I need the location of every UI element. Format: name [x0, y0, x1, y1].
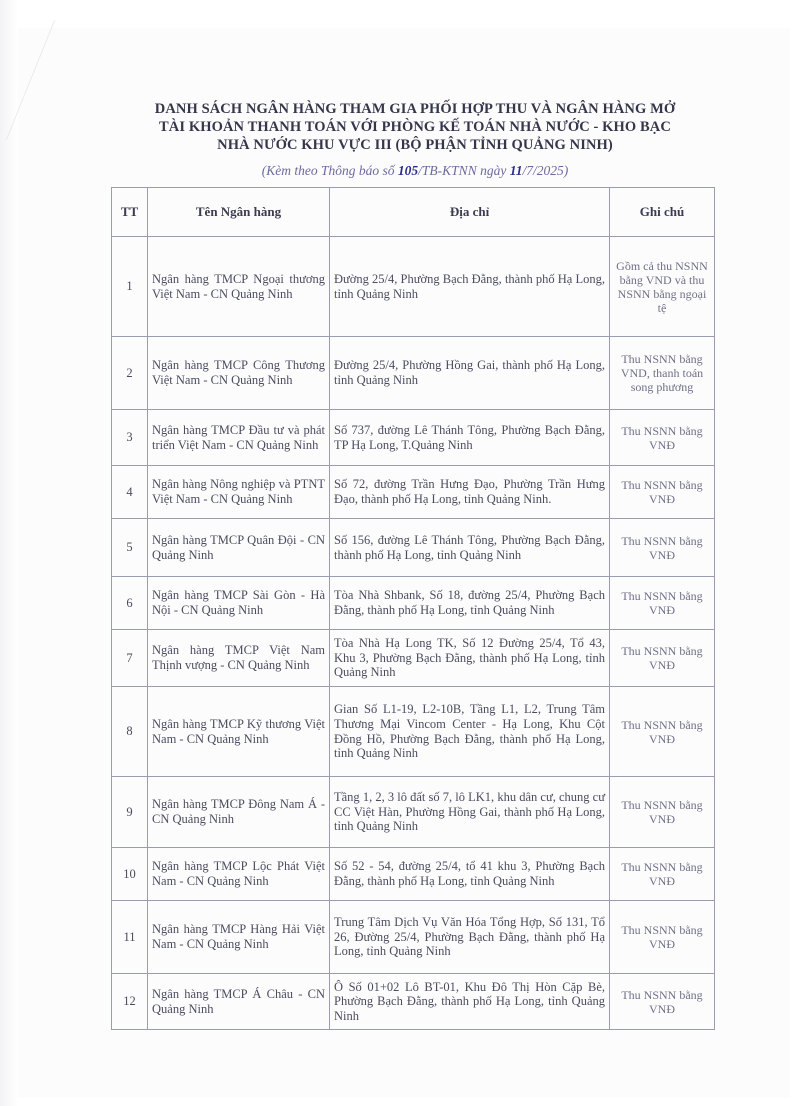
- table-row: [112, 630, 715, 687]
- bank-note: Thu NSNN bằng VNĐ: [610, 577, 715, 630]
- bank-name: Ngân hàng TMCP Á Châu - CN Quảng Ninh: [148, 974, 330, 1030]
- table-row: [112, 577, 715, 630]
- handwritten-number: 105: [397, 163, 419, 178]
- bank-name: Ngân hàng TMCP Hàng Hải Việt Nam - CN Quảng Ninh: [148, 901, 330, 974]
- table-row: [112, 410, 715, 466]
- header-bank-name: Tên Ngân hàng: [148, 188, 330, 237]
- bank-address: Trung Tâm Dịch Vụ Văn Hóa Tổng Hợp, Số 131, Tổ 26, Đường 25/4, Phường Bạch Đằng, thành phố Hạ Long, tỉnh Quảng Ninh: [330, 901, 610, 974]
- bank-address: Tầng 1, 2, 3 lô đất số 7, lô LK1, khu dân cư, chung cư CC Việt Hàn, Phường Hồng Gai, thành phố Hạ Long, tỉnh Quảng Ninh: [330, 777, 610, 848]
- table-row: [112, 687, 715, 777]
- bank-address: Số 52 - 54, đường 25/4, tổ 41 khu 3, Phường Bạch Đằng, thành phố Hạ Long, tỉnh Quảng Ninh: [330, 848, 610, 901]
- document-subtitle: [100, 163, 730, 179]
- bank-name: Ngân hàng TMCP Quân Đội - CN Quảng Ninh: [148, 519, 330, 577]
- title-line-1: DANH SÁCH NGÂN HÀNG THAM GIA PHỐI HỢP THU VÀ NGÂN HÀNG MỞ: [154, 101, 676, 117]
- bank-note: Thu NSNN bằng VNĐ: [610, 687, 715, 777]
- row-number: 8: [112, 687, 148, 777]
- bank-note: Gồm cả thu NSNN bằng VND và thu NSNN bằng ngoại tệ: [610, 237, 715, 337]
- bank-name: Ngân hàng TMCP Sài Gòn - Hà Nội - CN Quảng Ninh: [148, 577, 330, 630]
- document-title: [100, 100, 730, 154]
- subtitle-prefix: (Kèm theo Thông báo số: [261, 163, 395, 178]
- bank-address: Tòa Nhà Shbank, Số 18, đường 25/4, Phường Bạch Đằng, thành phố Hạ Long, tỉnh Quảng Ninh: [330, 577, 610, 630]
- table-row: [112, 519, 715, 577]
- bank-name: Ngân hàng TMCP Công Thương Việt Nam - CN Quảng Ninh: [148, 337, 330, 410]
- table-row: [112, 848, 715, 901]
- bank-note: Thu NSNN bằng VNĐ: [610, 519, 715, 577]
- handwritten-day: 11: [509, 163, 523, 178]
- bank-name: Ngân hàng TMCP Việt Nam Thịnh vượng - CN Quảng Ninh: [148, 630, 330, 687]
- row-number: 2: [112, 337, 148, 410]
- bank-list-table: [111, 187, 715, 1030]
- table-header-row: [112, 188, 715, 237]
- bank-note: Thu NSNN bằng VND, thanh toán song phương: [610, 337, 715, 410]
- row-number: 11: [112, 901, 148, 974]
- row-number: 1: [112, 237, 148, 337]
- bank-name: Ngân hàng TMCP Kỹ thương Việt Nam - CN Quảng Ninh: [148, 687, 330, 777]
- bank-name: Ngân hàng TMCP Đầu tư và phát triển Việt Nam - CN Quảng Ninh: [148, 410, 330, 466]
- bank-address: Đường 25/4, Phường Hồng Gai, thành phố Hạ Long, tỉnh Quảng Ninh: [330, 337, 610, 410]
- bank-note: Thu NSNN bằng VNĐ: [610, 410, 715, 466]
- table-row: [112, 466, 715, 519]
- bank-name: Ngân hàng Nông nghiệp và PTNT Việt Nam - CN Quảng Ninh: [148, 466, 330, 519]
- bank-address: Đường 25/4, Phường Bạch Đằng, thành phố Hạ Long, tỉnh Quảng Ninh: [330, 237, 610, 337]
- bank-address: Số 737, đường Lê Thánh Tông, Phường Bạch Đằng, TP Hạ Long, T.Quảng Ninh: [330, 410, 610, 466]
- row-number: 12: [112, 974, 148, 1030]
- bank-note: Thu NSNN bằng VNĐ: [610, 777, 715, 848]
- row-number: 9: [112, 777, 148, 848]
- bank-address: Tòa Nhà Hạ Long TK, Số 12 Đường 25/4, Tổ 43, Khu 3, Phường Bạch Đằng, thành phố Hạ Long, tỉnh Quảng Ninh: [330, 630, 610, 687]
- bank-address: Số 156, đường Lê Thánh Tông, Phường Bạch Đằng, thành phố Hạ Long, tỉnh Quảng Ninh: [330, 519, 610, 577]
- table-row: [112, 974, 715, 1030]
- bank-address: Gian Số L1-19, L2-10B, Tầng L1, L2, Trung Tâm Thương Mại Vincom Center - Hạ Long, Khu Cột Đồng Hồ, Phường Bạch Đằng, thành phố Hạ Long, tỉnh Quảng Ninh: [330, 687, 610, 777]
- row-number: 4: [112, 466, 148, 519]
- row-number: 3: [112, 410, 148, 466]
- table-row: [112, 337, 715, 410]
- header-tt: TT: [112, 188, 148, 237]
- row-number: 7: [112, 630, 148, 687]
- table-row: [112, 237, 715, 337]
- table-row: [112, 901, 715, 974]
- bank-name: Ngân hàng TMCP Lộc Phát Việt Nam - CN Quảng Ninh: [148, 848, 330, 901]
- header-note: Ghi chú: [610, 188, 715, 237]
- bank-note: Thu NSNN bằng VNĐ: [610, 848, 715, 901]
- bank-name: Ngân hàng TMCP Ngoại thương Việt Nam - CN Quảng Ninh: [148, 237, 330, 337]
- bank-note: Thu NSNN bằng VNĐ: [610, 974, 715, 1030]
- subtitle-middle: /TB-KTNN ngày: [418, 163, 507, 178]
- bank-address: Số 72, đường Trần Hưng Đạo, Phường Trần Hưng Đạo, thành phố Hạ Long, tỉnh Quảng Ninh.: [330, 466, 610, 519]
- bank-name: Ngân hàng TMCP Đông Nam Á - CN Quảng Ninh: [148, 777, 330, 848]
- scan-left-edge: [0, 0, 18, 1106]
- row-number: 10: [112, 848, 148, 901]
- bank-note: Thu NSNN bằng VNĐ: [610, 901, 715, 974]
- title-line-2: TÀI KHOẢN THANH TOÁN VỚI PHÒNG KẾ TOÁN NHÀ NƯỚC - KHO BẠC: [159, 119, 671, 135]
- bank-address: Ô Số 01+02 Lô BT-01, Khu Đô Thị Hòn Cặp Bè, Phường Bạch Đằng, thành phố Hạ Long, tỉnh Quảng Ninh: [330, 974, 610, 1030]
- bank-note: Thu NSNN bằng VNĐ: [610, 466, 715, 519]
- subtitle-date: /7/2025): [522, 163, 569, 178]
- row-number: 6: [112, 577, 148, 630]
- title-line-3: NHÀ NƯỚC KHU VỰC III (BỘ PHẬN TỈNH QUẢNG NINH): [217, 137, 613, 153]
- bank-note: Thu NSNN bằng VNĐ: [610, 630, 715, 687]
- table-row: [112, 777, 715, 848]
- header-address: Địa chỉ: [330, 188, 610, 237]
- row-number: 5: [112, 519, 148, 577]
